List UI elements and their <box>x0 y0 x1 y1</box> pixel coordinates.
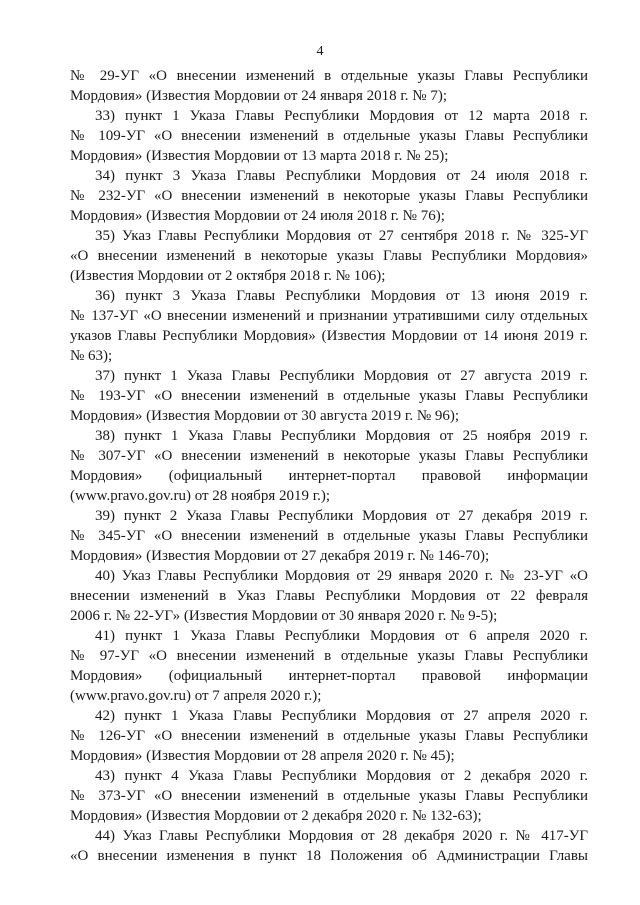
text-line: № 126-УГ «О внесении изменений в отдельные указы Главы Республики <box>70 728 588 744</box>
page-number: 4 <box>316 44 324 59</box>
list-item <box>70 766 588 826</box>
text-line: № 63); <box>70 348 113 364</box>
list-item <box>70 626 588 706</box>
text-line: 2006 г. № 22-УГ» (Известия Мордовии от 30 января 2020 г. № 9-5); <box>70 608 498 624</box>
list-item <box>70 226 588 286</box>
text-line: 38) пункт 1 Указа Главы Республики Мордовия от 25 ноября 2019 г. <box>95 428 588 444</box>
text-line: 36) пункт 3 Указа Главы Республики Мордовия от 13 июня 2019 г. <box>95 288 588 304</box>
text-line: 40) Указ Главы Республики Мордовия от 29 января 2020 г. № 23-УГ «О <box>95 568 588 584</box>
text-line: Мордовия» (Известия Мордовии от 28 апреля 2020 г. № 45); <box>70 748 455 764</box>
list-item <box>70 826 588 866</box>
text-line: № 232-УГ «О внесении изменений в некоторые указы Главы Республики <box>70 188 588 204</box>
list-item <box>70 506 588 566</box>
text-line: Мордовия» (Известия Мордовии от 24 января 2018 г. № 7); <box>70 88 448 104</box>
text-line: «О внесении изменения в пункт 18 Положения об Администрации Главы <box>70 848 588 864</box>
list-item <box>70 286 588 366</box>
text-line: 42) пункт 1 Указа Главы Республики Мордовия от 27 апреля 2020 г. <box>95 708 588 724</box>
text-line: (www.pravo.gov.ru) от 7 апреля 2020 г.); <box>70 688 322 704</box>
text-line: № 97-УГ «О внесении изменений в отдельные указы Главы Республики <box>70 648 588 664</box>
text-line: Мордовия» (Известия Мордовии от 27 декабря 2019 г. № 146-70); <box>70 548 490 564</box>
text-line: указов Главы Республики Мордовия» (Известия Мордовии от 14 июня 2019 г. <box>70 328 588 344</box>
text-line: «О внесении изменений в некоторые указы Главы Республики Мордовия» <box>70 248 588 264</box>
text-line: Мордовия» (Известия Мордовии от 24 июля 2018 г. № 76); <box>70 208 445 224</box>
list-item <box>70 706 588 766</box>
list-item <box>70 426 588 506</box>
list-item <box>70 166 588 226</box>
text-line: № 373-УГ «О внесении изменений в отдельные указы Главы Республики <box>70 788 588 804</box>
list-item <box>70 106 588 166</box>
text-line: 35) Указ Главы Республики Мордовия от 27 сентября 2018 г. № 325-УГ <box>95 228 588 244</box>
text-line: 43) пункт 4 Указа Главы Республики Мордовия от 2 декабря 2020 г. <box>95 768 588 784</box>
text-line: (www.pravo.gov.ru) от 28 ноября 2019 г.); <box>70 488 331 504</box>
text-line: Мордовия» (официальный интернет-портал правовой информации <box>70 468 588 484</box>
text-line: 33) пункт 1 Указа Главы Республики Мордовия от 12 марта 2018 г. <box>95 108 588 124</box>
text-line: внесении изменений в Указ Главы Республики Мордовия от 22 февраля <box>70 588 588 604</box>
text-line: 39) пункт 2 Указа Главы Республики Мордовия от 27 декабря 2019 г. <box>95 508 588 524</box>
text-line: Мордовия» (Известия Мордовии от 30 августа 2019 г. № 96); <box>70 408 460 424</box>
text-line: Мордовия» (Известия Мордовии от 2 декабря 2020 г. № 132-63); <box>70 808 482 824</box>
text-line: № 29-УГ «О внесении изменений в отдельные указы Главы Республики <box>70 68 588 84</box>
text-line: 41) пункт 1 Указа Главы Республики Мордовия от 6 апреля 2020 г. <box>95 628 588 644</box>
document-body <box>70 66 588 866</box>
list-item <box>70 66 588 106</box>
text-line: Мордовия» (официальный интернет-портал правовой информации <box>70 668 588 684</box>
text-line: Мордовия» (Известия Мордовии от 13 марта 2018 г. № 25); <box>70 148 449 164</box>
text-line: № 137-УГ «О внесении изменений и признании утратившими силу отдельных <box>70 308 588 324</box>
text-line: 37) пункт 1 Указа Главы Республики Мордовия от 27 августа 2019 г. <box>95 368 588 384</box>
text-line: 44) Указ Главы Республики Мордовия от 28 декабря 2020 г. № 417-УГ <box>95 828 588 844</box>
list-item <box>70 566 588 626</box>
list-item <box>70 366 588 426</box>
text-line: № 109-УГ «О внесении изменений в отдельные указы Главы Республики <box>70 128 588 144</box>
text-line: 34) пункт 3 Указа Главы Республики Мордовия от 24 июля 2018 г. <box>95 168 588 184</box>
text-line: (Известия Мордовии от 2 октября 2018 г. № 106); <box>70 268 386 284</box>
text-line: № 193-УГ «О внесении изменений в отдельные указы Главы Республики <box>70 388 588 404</box>
text-line: № 307-УГ «О внесении изменений в некоторые указы Главы Республики <box>70 448 588 464</box>
text-line: № 345-УГ «О внесении изменений в отдельные указы Главы Республики <box>70 528 588 544</box>
